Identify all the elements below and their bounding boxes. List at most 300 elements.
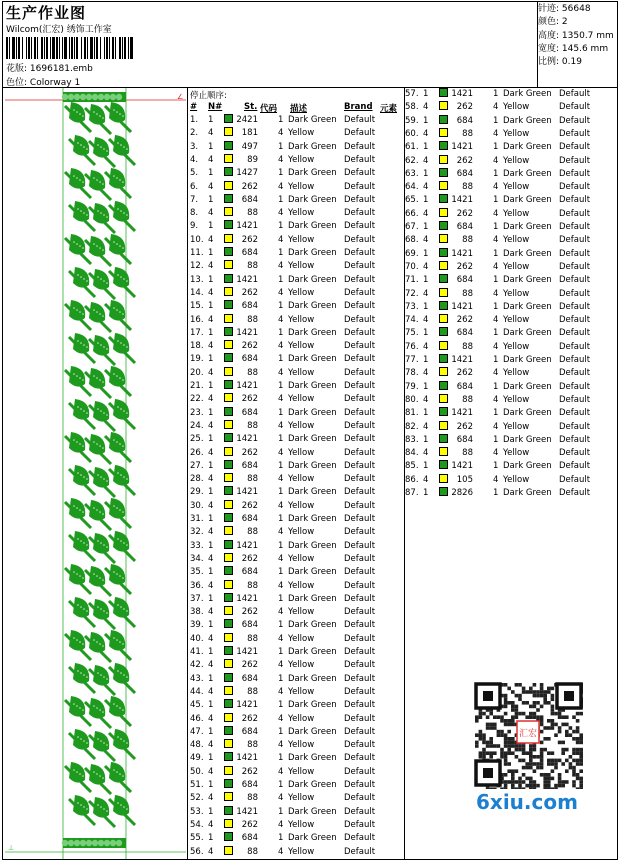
row-brand: Default bbox=[344, 553, 376, 564]
row-needle: 4 bbox=[208, 819, 214, 830]
row-desc: Yellow bbox=[288, 420, 315, 431]
color-swatch bbox=[224, 606, 233, 615]
row-number: 50. bbox=[190, 766, 204, 777]
row-stitches: 1421 bbox=[451, 355, 473, 365]
row-number: 49. bbox=[190, 753, 204, 764]
row-number: 33. bbox=[190, 540, 204, 551]
row-number: 40. bbox=[190, 633, 204, 644]
row-stitches: 262 bbox=[241, 341, 258, 352]
row-brand: Default bbox=[344, 261, 376, 272]
row-desc: Dark Green bbox=[288, 487, 337, 498]
row-needle: 1 bbox=[208, 381, 214, 391]
row-needle: 4 bbox=[208, 234, 214, 245]
row-needle: 1 bbox=[423, 408, 429, 419]
row-desc: Yellow bbox=[503, 208, 530, 219]
row-code: 1 bbox=[278, 434, 284, 445]
row-brand: Default bbox=[559, 368, 591, 379]
row-code: 4 bbox=[278, 447, 284, 458]
row-code: 1 bbox=[278, 567, 284, 578]
row-desc: Yellow bbox=[288, 500, 315, 511]
row-needle: 4 bbox=[423, 394, 429, 405]
row-number: 18. bbox=[190, 341, 204, 352]
row-code: 1 bbox=[493, 355, 499, 365]
row-brand: Default bbox=[344, 181, 376, 192]
row-number: 59. bbox=[405, 115, 419, 126]
row-brand: Default bbox=[344, 367, 376, 378]
row-number: 80. bbox=[405, 394, 419, 405]
row-code: 4 bbox=[493, 182, 499, 193]
row-number: 2. bbox=[190, 128, 199, 139]
row-desc: Yellow bbox=[503, 448, 530, 459]
color-swatch bbox=[224, 553, 233, 562]
row-needle: 1 bbox=[208, 248, 214, 258]
stats-panel bbox=[538, 3, 618, 69]
row-brand: Default bbox=[559, 408, 591, 419]
row-stitches: 1421 bbox=[236, 327, 258, 338]
row-needle: 4 bbox=[423, 368, 429, 379]
color-swatch bbox=[439, 128, 448, 137]
row-stitches: 88 bbox=[247, 367, 258, 378]
row-needle: 4 bbox=[208, 500, 214, 511]
row-stitches: 262 bbox=[241, 394, 258, 405]
row-stitches: 1421 bbox=[236, 274, 258, 285]
row-stitches: 262 bbox=[241, 607, 258, 618]
row-brand: Default bbox=[344, 314, 376, 325]
row-brand: Default bbox=[559, 142, 591, 153]
row-desc: Yellow bbox=[503, 155, 530, 166]
color-swatch bbox=[224, 287, 233, 296]
row-stitches: 262 bbox=[456, 102, 473, 113]
row-desc: Yellow bbox=[288, 394, 315, 405]
color-swatch bbox=[224, 832, 233, 841]
row-brand: Default bbox=[344, 686, 376, 697]
color-swatch bbox=[439, 367, 448, 376]
row-stitches: 262 bbox=[241, 287, 258, 298]
row-number: 4. bbox=[190, 154, 199, 165]
row-needle: 4 bbox=[208, 527, 214, 538]
color-swatch bbox=[224, 167, 233, 176]
row-stitches: 684 bbox=[241, 567, 258, 578]
row-desc: Yellow bbox=[503, 474, 530, 485]
row-code: 4 bbox=[278, 713, 284, 724]
row-desc: Dark Green bbox=[503, 328, 552, 339]
row-needle: 1 bbox=[208, 194, 214, 205]
row-brand: Default bbox=[344, 154, 376, 165]
row-needle: 4 bbox=[208, 793, 214, 804]
row-number: 30. bbox=[190, 500, 204, 511]
row-desc: Dark Green bbox=[503, 142, 552, 153]
row-brand: Default bbox=[559, 301, 591, 312]
row-desc: Yellow bbox=[503, 235, 530, 246]
row-needle: 4 bbox=[423, 474, 429, 485]
color-swatch bbox=[439, 327, 448, 336]
row-stitches: 181 bbox=[241, 128, 258, 139]
row-needle: 4 bbox=[423, 315, 429, 326]
row-stitches: 1421 bbox=[236, 381, 258, 391]
row-number: 87. bbox=[405, 488, 419, 498]
color-swatch bbox=[224, 380, 233, 389]
row-code: 4 bbox=[493, 208, 499, 219]
row-needle: 1 bbox=[208, 221, 214, 232]
row-desc: Dark Green bbox=[288, 274, 337, 285]
row-stitches: 1421 bbox=[236, 700, 258, 711]
row-number: 32. bbox=[190, 527, 204, 538]
row-needle: 4 bbox=[423, 448, 429, 459]
color-swatch bbox=[224, 580, 233, 589]
row-number: 10. bbox=[190, 234, 204, 245]
row-needle: 4 bbox=[208, 181, 214, 192]
row-needle: 1 bbox=[208, 753, 214, 764]
row-needle: 1 bbox=[208, 327, 214, 338]
row-code: 4 bbox=[493, 368, 499, 379]
row-number: 14. bbox=[190, 287, 204, 298]
row-needle: 4 bbox=[208, 314, 214, 325]
row-code: 4 bbox=[278, 527, 284, 538]
row-brand: Default bbox=[559, 89, 591, 99]
row-brand: Default bbox=[559, 261, 591, 272]
color-swatch bbox=[224, 207, 233, 216]
row-brand: Default bbox=[559, 128, 591, 139]
row-number: 13. bbox=[190, 274, 204, 285]
row-desc: Dark Green bbox=[503, 222, 552, 232]
color-swatch bbox=[224, 593, 233, 602]
row-stitches: 88 bbox=[247, 208, 258, 219]
row-needle: 4 bbox=[208, 208, 214, 219]
row-stitches: 262 bbox=[241, 447, 258, 458]
color-swatch bbox=[224, 234, 233, 243]
row-number: 21. bbox=[190, 381, 204, 391]
row-stitches: 1421 bbox=[236, 753, 258, 764]
row-desc: Dark Green bbox=[288, 620, 337, 631]
row-number: 68. bbox=[405, 235, 419, 246]
row-brand: Default bbox=[559, 222, 591, 232]
row-needle: 1 bbox=[208, 620, 214, 631]
color-swatch bbox=[439, 248, 448, 257]
row-code: 1 bbox=[493, 89, 499, 99]
row-number: 72. bbox=[405, 288, 419, 299]
row-code: 4 bbox=[493, 315, 499, 326]
row-needle: 4 bbox=[208, 553, 214, 564]
row-number: 56. bbox=[190, 846, 204, 857]
color-swatch bbox=[439, 407, 448, 416]
row-code: 4 bbox=[278, 500, 284, 511]
row-number: 36. bbox=[190, 580, 204, 591]
row-stitches: 262 bbox=[241, 553, 258, 564]
color-swatch bbox=[224, 194, 233, 203]
row-desc: Dark Green bbox=[288, 806, 337, 817]
row-needle: 1 bbox=[208, 567, 214, 578]
row-number: 73. bbox=[405, 301, 419, 312]
row-needle: 4 bbox=[208, 607, 214, 618]
row-brand: Default bbox=[344, 527, 376, 538]
row-number: 67. bbox=[405, 222, 419, 232]
row-desc: Dark Green bbox=[503, 381, 552, 392]
row-stitches: 262 bbox=[241, 234, 258, 245]
row-stitches: 684 bbox=[241, 460, 258, 471]
row-code: 1 bbox=[278, 540, 284, 551]
row-desc: Dark Green bbox=[288, 354, 337, 365]
row-needle: 1 bbox=[208, 726, 214, 737]
row-desc: Dark Green bbox=[503, 115, 552, 126]
row-number: 16. bbox=[190, 314, 204, 325]
row-number: 17. bbox=[190, 327, 204, 338]
row-needle: 1 bbox=[423, 381, 429, 392]
row-brand: Default bbox=[344, 460, 376, 471]
row-brand: Default bbox=[344, 274, 376, 285]
row-code: 1 bbox=[278, 221, 284, 232]
col-header-desc: 描述 bbox=[290, 104, 308, 114]
color-swatch bbox=[439, 115, 448, 124]
row-code: 1 bbox=[493, 248, 499, 259]
svg-text:⊥: ⊥ bbox=[8, 844, 15, 852]
row-needle: 1 bbox=[208, 833, 214, 844]
row-brand: Default bbox=[559, 288, 591, 299]
row-brand: Default bbox=[344, 500, 376, 511]
page-title: 生产作业图 bbox=[6, 4, 87, 22]
color-swatch bbox=[224, 260, 233, 269]
row-desc: Dark Green bbox=[288, 753, 337, 764]
row-needle: 4 bbox=[208, 420, 214, 431]
row-needle: 1 bbox=[208, 301, 214, 312]
color-swatch bbox=[224, 327, 233, 336]
row-desc: Yellow bbox=[288, 341, 315, 352]
row-desc: Dark Green bbox=[288, 673, 337, 684]
colorway-value: Colorway 1 bbox=[29, 78, 81, 88]
color-swatch bbox=[224, 846, 233, 855]
row-stitches: 1421 bbox=[236, 487, 258, 498]
row-code: 4 bbox=[278, 261, 284, 272]
row-stitches: 88 bbox=[247, 633, 258, 644]
row-brand: Default bbox=[344, 833, 376, 844]
color-swatch bbox=[439, 447, 448, 456]
row-needle: 4 bbox=[208, 261, 214, 272]
row-number: 12. bbox=[190, 261, 204, 272]
col-header-brand: Brand bbox=[344, 102, 373, 112]
row-code: 1 bbox=[278, 460, 284, 471]
row-stitches: 1421 bbox=[236, 434, 258, 445]
row-number: 51. bbox=[190, 780, 204, 790]
row-brand: Default bbox=[344, 168, 376, 179]
row-desc: Dark Green bbox=[288, 647, 337, 657]
color-swatch bbox=[224, 154, 233, 163]
row-code: 4 bbox=[278, 553, 284, 564]
row-desc: Yellow bbox=[288, 314, 315, 325]
row-needle: 1 bbox=[423, 328, 429, 339]
row-brand: Default bbox=[344, 806, 376, 817]
row-stitches: 88 bbox=[247, 420, 258, 431]
color-swatch bbox=[439, 274, 448, 283]
row-stitches: 684 bbox=[241, 780, 258, 790]
row-code: 4 bbox=[278, 474, 284, 485]
row-number: 81. bbox=[405, 408, 419, 419]
row-stitches: 684 bbox=[241, 194, 258, 205]
row-number: 35. bbox=[190, 567, 204, 578]
color-swatch bbox=[439, 394, 448, 403]
color-swatch bbox=[224, 659, 233, 668]
row-brand: Default bbox=[559, 355, 591, 365]
row-code: 1 bbox=[493, 142, 499, 153]
row-code: 4 bbox=[278, 793, 284, 804]
row-brand: Default bbox=[559, 168, 591, 179]
row-number: 28. bbox=[190, 474, 204, 485]
row-desc: Yellow bbox=[288, 660, 315, 671]
row-needle: 4 bbox=[208, 766, 214, 777]
row-desc: Dark Green bbox=[503, 89, 552, 99]
row-stitches: 262 bbox=[456, 261, 473, 272]
row-desc: Dark Green bbox=[288, 248, 337, 258]
color-swatch bbox=[224, 460, 233, 469]
color-swatch bbox=[439, 474, 448, 483]
row-needle: 1 bbox=[208, 354, 214, 365]
row-number: 65. bbox=[405, 195, 419, 206]
row-number: 11. bbox=[190, 248, 204, 258]
row-code: 1 bbox=[278, 248, 284, 258]
row-brand: Default bbox=[344, 514, 376, 524]
embroidery-preview bbox=[5, 88, 186, 859]
row-desc: Dark Green bbox=[288, 381, 337, 391]
row-number: 29. bbox=[190, 487, 204, 498]
row-number: 53. bbox=[190, 806, 204, 817]
row-desc: Yellow bbox=[503, 315, 530, 326]
row-desc: Dark Green bbox=[288, 221, 337, 232]
col-header-needle: N# bbox=[208, 102, 223, 112]
row-code: 1 bbox=[278, 407, 284, 418]
color-swatch bbox=[224, 300, 233, 309]
row-brand: Default bbox=[344, 633, 376, 644]
row-brand: Default bbox=[344, 620, 376, 631]
color-swatch bbox=[224, 141, 233, 150]
row-brand: Default bbox=[559, 474, 591, 485]
row-number: 54. bbox=[190, 819, 204, 830]
row-desc: Dark Green bbox=[288, 833, 337, 844]
svg-text:汇宏: 汇宏 bbox=[518, 729, 538, 739]
row-number: 9. bbox=[190, 221, 199, 232]
color-swatch bbox=[224, 220, 233, 229]
color-swatch bbox=[224, 181, 233, 190]
row-code: 1 bbox=[278, 700, 284, 711]
color-swatch bbox=[439, 314, 448, 323]
colorway-label: 色位: bbox=[6, 78, 28, 88]
row-code: 4 bbox=[278, 420, 284, 431]
row-desc: Dark Green bbox=[288, 301, 337, 312]
row-desc: Yellow bbox=[288, 740, 315, 751]
row-brand: Default bbox=[344, 221, 376, 232]
row-number: 24. bbox=[190, 420, 204, 431]
row-stitches: 2421 bbox=[236, 115, 258, 125]
row-brand: Default bbox=[559, 208, 591, 219]
row-needle: 1 bbox=[423, 301, 429, 312]
row-needle: 1 bbox=[208, 434, 214, 445]
row-code: 4 bbox=[278, 128, 284, 139]
row-brand: Default bbox=[559, 488, 591, 498]
row-desc: Dark Green bbox=[288, 567, 337, 578]
row-code: 1 bbox=[278, 647, 284, 657]
color-swatch bbox=[224, 819, 233, 828]
color-swatch bbox=[224, 500, 233, 509]
colorway bbox=[6, 75, 80, 88]
color-swatch bbox=[224, 353, 233, 362]
row-code: 1 bbox=[493, 301, 499, 312]
row-stitches: 262 bbox=[241, 819, 258, 830]
row-brand: Default bbox=[559, 182, 591, 193]
row-code: 1 bbox=[278, 593, 284, 604]
row-needle: 1 bbox=[423, 248, 429, 259]
row-stitches: 684 bbox=[456, 434, 473, 445]
row-number: 26. bbox=[190, 447, 204, 458]
row-stitches: 88 bbox=[462, 341, 473, 352]
row-needle: 4 bbox=[423, 182, 429, 193]
row-brand: Default bbox=[559, 155, 591, 166]
row-desc: Yellow bbox=[288, 686, 315, 697]
row-stitches: 262 bbox=[456, 315, 473, 326]
row-needle: 4 bbox=[423, 341, 429, 352]
row-needle: 1 bbox=[208, 460, 214, 471]
row-code: 4 bbox=[278, 394, 284, 405]
stop-sequence-label: 停止顺序: bbox=[190, 91, 227, 101]
row-code: 4 bbox=[278, 580, 284, 591]
row-desc: Yellow bbox=[288, 447, 315, 458]
row-number: 3. bbox=[190, 141, 199, 152]
row-desc: Dark Green bbox=[288, 168, 337, 179]
row-code: 4 bbox=[278, 208, 284, 219]
row-brand: Default bbox=[344, 487, 376, 498]
row-stitches: 88 bbox=[462, 128, 473, 139]
row-desc: Dark Green bbox=[288, 194, 337, 205]
row-number: 55. bbox=[190, 833, 204, 844]
row-number: 84. bbox=[405, 448, 419, 459]
row-code: 4 bbox=[278, 607, 284, 618]
row-desc: Yellow bbox=[288, 181, 315, 192]
row-number: 62. bbox=[405, 155, 419, 166]
color-swatch bbox=[439, 88, 448, 97]
row-number: 77. bbox=[405, 355, 419, 365]
row-code: 1 bbox=[278, 514, 284, 524]
row-desc: Dark Green bbox=[288, 460, 337, 471]
color-swatch bbox=[224, 633, 233, 642]
row-stitches: 1421 bbox=[236, 647, 258, 657]
row-number: 41. bbox=[190, 647, 204, 657]
row-stitches: 262 bbox=[241, 181, 258, 192]
row-code: 1 bbox=[278, 168, 284, 179]
color-swatch bbox=[224, 619, 233, 628]
row-desc: Yellow bbox=[288, 766, 315, 777]
row-stitches: 88 bbox=[462, 182, 473, 193]
row-desc: Dark Green bbox=[503, 301, 552, 312]
row-brand: Default bbox=[344, 341, 376, 352]
color-swatch bbox=[224, 393, 233, 402]
row-brand: Default bbox=[344, 354, 376, 365]
row-desc: Yellow bbox=[288, 287, 315, 298]
color-swatch bbox=[224, 779, 233, 788]
row-number: 83. bbox=[405, 434, 419, 445]
svg-text:∠: ∠ bbox=[177, 93, 184, 101]
stat-colors: 颜色: 2 bbox=[538, 17, 568, 28]
stat-height: 高度: 1350.7 mm bbox=[538, 30, 614, 41]
row-number: 85. bbox=[405, 461, 419, 472]
row-needle: 1 bbox=[423, 355, 429, 365]
row-code: 1 bbox=[493, 275, 499, 286]
color-swatch bbox=[439, 301, 448, 310]
row-needle: 1 bbox=[423, 168, 429, 179]
color-swatch bbox=[224, 486, 233, 495]
color-swatch bbox=[439, 341, 448, 350]
row-brand: Default bbox=[344, 208, 376, 219]
row-needle: 4 bbox=[208, 740, 214, 751]
row-code: 1 bbox=[278, 327, 284, 338]
row-needle: 4 bbox=[423, 261, 429, 272]
row-desc: Yellow bbox=[503, 128, 530, 139]
color-swatch bbox=[439, 261, 448, 270]
